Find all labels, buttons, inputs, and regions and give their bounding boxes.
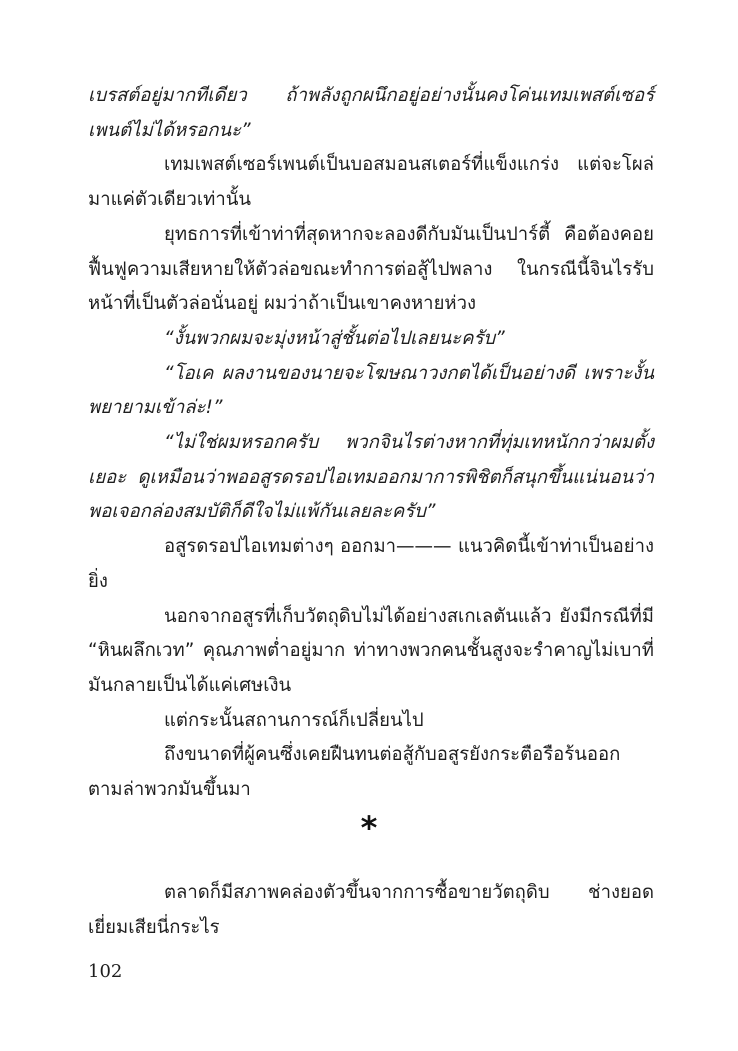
body-text-after-break (88, 876, 654, 945)
paragraph-7: อสูรดรอปไอเทมต่างๆ ออกมา——— แนวคิดนี้เข้าท่าเป็นอย่างยิ่ง (88, 536, 654, 592)
paragraph-3: ยุทธการที่เข้าท่าที่สุดหากจะลองดีกับมันเป็นปาร์ตี้ คือต้องคอยฟื้นฟูความเสียหายให้ตัวล่อขณะทำการต่อสู้ไปพลาง ในกรณีนี้จินไรรับหน้าที่เป็นตัวล่อนั่นอยู่ ผมว่าถ้าเป็นเขาคงหายห่วง (88, 223, 654, 315)
paragraph-11: ตลาดก็มีสภาพคล่องตัวขึ้นจากการซื้อขายวัตถุดิบ ช่างยอดเยี่ยมเสียนี่กระไร (88, 882, 654, 938)
scene-break-asterisk: * (360, 809, 378, 847)
paragraph-4: “งั้นพวกผมจะมุ่งหน้าสู่ชั้นต่อไปเลยนะครับ” (164, 327, 505, 349)
paragraph-10: ถึงขนาดที่ผู้คนซึ่งเคยฝืนทนต่อสู้กับอสูรยังกระตือรือร้นออกตามล่าพวกมันขึ้นมา (88, 744, 621, 801)
paragraph-8: นอกจากอสูรที่เก็บวัตถุดิบไม่ได้อย่างสเกเลตันแล้ว ยังมีกรณีที่มี “หินผลึกเวท” คุณภาพต่ำอยู่มาก ท่าทางพวกคนชั้นสูงจะรำคาญไม่เบาที่มันกลายเป็นได้แค่เศษเงิน (88, 605, 654, 696)
body-text (88, 79, 654, 808)
paragraph-9: แต่กระนั้นสถานการณ์ก็เปลี่ยนไป (164, 709, 424, 731)
paragraph-2: เทมเพสต์เซอร์เพนต์เป็นบอสมอนสเตอร์ที่แข็งแกร่ง แต่จะโผล่มาแค่ตัวเดียวเท่านั้น (88, 154, 654, 211)
page-number: 102 (88, 961, 123, 982)
paragraph-1: เบรสต์อยู่มากทีเดียว ถ้าพลังถูกผนึกอยู่อย่างนั้นคงโค่นเทมเพสต์เซอร์เพนต์ไม่ได้หรอกนะ” (88, 85, 654, 141)
paragraph-6: “ไม่ใช่ผมหรอกครับ พวกจินไรต่างหากที่ทุ่มเทหนักกว่าผมตั้งเยอะ ดูเหมือนว่าพออสูรดรอปไอเทมออกมาการพิชิตก็สนุกขึ้นแน่นอนว่าพอเจอกล่องสมบัติก็ดีใจไม่แพ้กันเลยละครับ” (88, 432, 654, 523)
paragraph-5: “โอเค ผลงานของนายจะโฆษณาวงกตได้เป็นอย่างดี เพราะงั้นพยายามเข้าล่ะ!” (88, 362, 654, 419)
